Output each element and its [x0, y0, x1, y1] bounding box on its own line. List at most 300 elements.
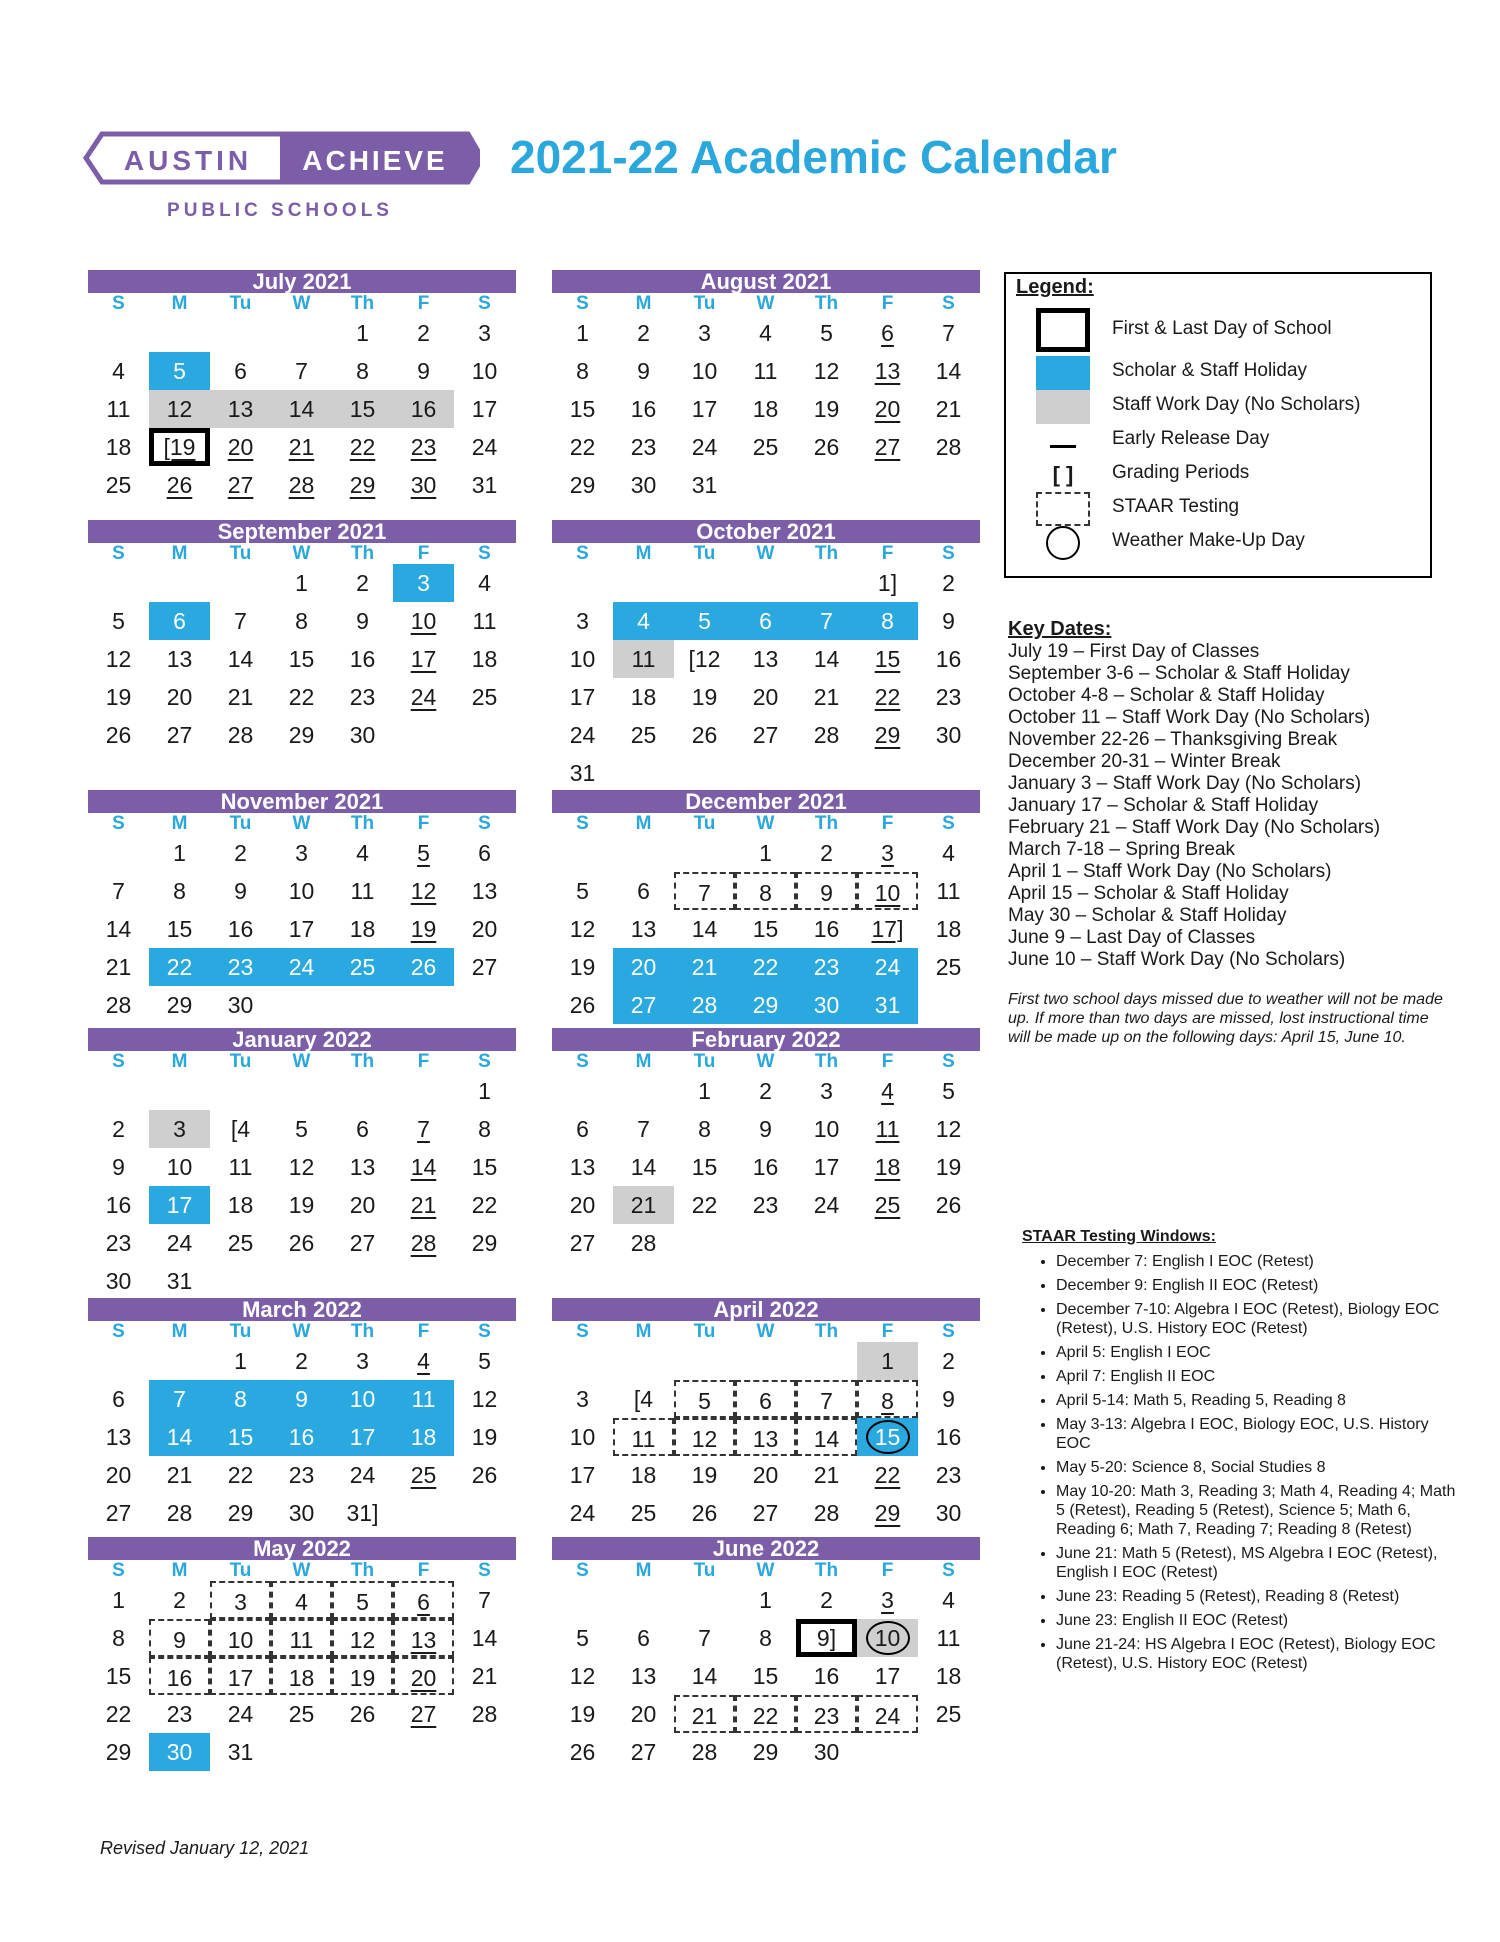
weekday-label: W	[756, 1051, 775, 1072]
day-cell	[796, 352, 857, 390]
day-number: 3	[576, 608, 589, 634]
day-number: 15	[166, 916, 193, 942]
revised-date: Revised January 12, 2021	[100, 1838, 310, 1858]
day-cell	[454, 1695, 515, 1733]
day-cell	[796, 1186, 857, 1224]
day-cell	[88, 1262, 149, 1300]
day-number: 2	[759, 1078, 772, 1104]
day-number: 25	[227, 1230, 254, 1256]
day-cell	[149, 1418, 210, 1456]
weekday-label: S	[576, 813, 589, 834]
day-number: 6	[759, 608, 772, 634]
weekday-label: Th	[814, 293, 839, 314]
day-number: 11	[289, 1627, 314, 1653]
day-number: 11	[472, 608, 497, 634]
day-cell	[210, 1581, 271, 1619]
day-cell	[210, 1456, 271, 1494]
day-number: 7	[417, 1116, 430, 1142]
weekday-label: M	[171, 293, 188, 314]
day-cell	[552, 1657, 613, 1695]
day-cell	[332, 834, 393, 872]
day-cell	[735, 716, 796, 754]
day-number: 3	[234, 1589, 247, 1615]
day-cell	[88, 1619, 149, 1657]
day-cell	[674, 314, 735, 352]
day-cell	[332, 352, 393, 390]
day-cell	[271, 1418, 332, 1456]
day-number: 12	[471, 1386, 498, 1412]
day-cell	[857, 1494, 918, 1532]
weekday-label: Tu	[229, 813, 252, 834]
day-cell	[454, 1619, 515, 1657]
day-cell	[393, 1110, 454, 1148]
bracket-symbol: [ ]	[1052, 462, 1074, 487]
day-cell	[613, 602, 674, 640]
day-cell	[149, 1494, 210, 1532]
day-cell	[552, 1110, 613, 1148]
day-cell	[88, 678, 149, 716]
day-cell	[454, 834, 515, 872]
day-cell	[393, 1619, 454, 1657]
weekday-label: Th	[814, 543, 839, 564]
weekday-label: S	[478, 543, 491, 564]
empty-cell	[613, 1581, 674, 1619]
empty-cell	[735, 564, 796, 602]
day-cell	[857, 1342, 918, 1380]
day-number: 5	[295, 1116, 308, 1142]
day-number: 20	[105, 1462, 132, 1488]
day-number: 19	[691, 1462, 718, 1488]
day-cell	[454, 872, 515, 910]
weekday-header	[88, 293, 516, 314]
day-cell	[857, 428, 918, 466]
day-cell	[149, 1380, 210, 1418]
day-number: 22	[471, 1192, 498, 1218]
weekday-label: F	[881, 1051, 894, 1072]
month-title: June 2022	[552, 1537, 980, 1560]
day-number: 15	[288, 646, 315, 672]
day-cell	[149, 872, 210, 910]
day-cell	[393, 834, 454, 872]
weekday-label: W	[292, 293, 311, 314]
day-number: 8	[112, 1625, 125, 1651]
day-number: 4	[637, 608, 650, 634]
day-cell	[613, 314, 674, 352]
weekday-label: S	[112, 543, 125, 564]
day-number: 31	[227, 1739, 254, 1765]
staar-symbol	[1036, 492, 1090, 526]
day-number: 21	[691, 1703, 718, 1729]
weekday-label: W	[292, 813, 311, 834]
day-cell	[149, 678, 210, 716]
day-cell	[796, 986, 857, 1024]
day-cell	[857, 1456, 918, 1494]
day-number: 8	[576, 358, 589, 384]
day-cell	[796, 716, 857, 754]
day-cell	[210, 1695, 271, 1733]
day-number: 30	[630, 472, 657, 498]
weekday-label: Th	[814, 1560, 839, 1581]
day-cell	[857, 1619, 918, 1657]
day-number: [19	[163, 434, 196, 460]
day-number: 30	[166, 1739, 193, 1765]
day-cell	[735, 872, 796, 910]
day-number: 1	[478, 1078, 491, 1104]
day-cell	[918, 1494, 979, 1532]
day-number: 18	[630, 1462, 657, 1488]
day-number: 14	[166, 1424, 193, 1450]
weekday-label: S	[478, 1051, 491, 1072]
weekday-label: S	[576, 543, 589, 564]
day-cell	[393, 1186, 454, 1224]
day-cell	[735, 390, 796, 428]
day-number: 22	[166, 954, 193, 980]
day-cell	[796, 428, 857, 466]
day-cell	[149, 390, 210, 428]
day-cell	[88, 1224, 149, 1262]
day-cell	[210, 1380, 271, 1418]
day-number: 8	[759, 1625, 772, 1651]
day-cell	[552, 910, 613, 948]
day-number: 17	[288, 916, 315, 942]
month-november-2021	[88, 790, 516, 1024]
day-number: [12	[688, 646, 721, 672]
day-cell	[332, 1380, 393, 1418]
holiday-swatch	[1036, 356, 1090, 390]
day-number: 20	[630, 954, 657, 980]
day-number: 19	[569, 1701, 596, 1727]
day-cell	[674, 1110, 735, 1148]
day-cell	[454, 948, 515, 986]
day-number: 4	[942, 1587, 955, 1613]
weekday-label: W	[292, 1560, 311, 1581]
day-number: 27	[410, 1701, 437, 1727]
day-cell	[393, 640, 454, 678]
day-cell	[552, 640, 613, 678]
day-number: 21	[227, 684, 254, 710]
day-cell	[454, 1110, 515, 1148]
weekday-label: F	[881, 543, 894, 564]
day-cell	[552, 466, 613, 504]
day-number: 26	[569, 1739, 596, 1765]
day-number: 20	[874, 396, 901, 422]
day-cell	[735, 1186, 796, 1224]
empty-cell	[210, 564, 271, 602]
day-cell	[796, 1418, 857, 1456]
day-number: 24	[874, 1703, 901, 1729]
day-number: 20	[752, 684, 779, 710]
empty-cell	[735, 1342, 796, 1380]
day-number: 29	[166, 992, 193, 1018]
day-cell	[454, 1224, 515, 1262]
day-number: 3	[820, 1078, 833, 1104]
day-number: 8	[881, 1388, 894, 1414]
day-number: 16	[349, 646, 376, 672]
day-number: 13	[471, 878, 498, 904]
day-cell	[735, 640, 796, 678]
day-cell	[613, 872, 674, 910]
staar-item: • December 7: English I EOC (Retest)	[1056, 1252, 1462, 1271]
day-number: 13	[752, 1426, 779, 1452]
day-number: 8	[234, 1386, 247, 1412]
day-cell	[271, 1186, 332, 1224]
day-number: 28	[227, 722, 254, 748]
day-cell	[454, 314, 515, 352]
day-cell	[857, 1380, 918, 1418]
day-cell	[552, 1733, 613, 1771]
day-number: 30	[105, 1268, 132, 1294]
day-number: 24	[227, 1701, 254, 1727]
day-number: 13	[410, 1627, 437, 1653]
weekday-label: W	[756, 543, 775, 564]
day-number: 7	[820, 608, 833, 634]
day-cell	[674, 948, 735, 986]
day-cell	[857, 1148, 918, 1186]
month-title: December 2021	[552, 790, 980, 813]
day-cell	[332, 716, 393, 754]
day-cell	[613, 1380, 674, 1418]
day-cell	[210, 1733, 271, 1771]
staar-item: • December 9: English II EOC (Retest)	[1056, 1276, 1462, 1295]
staar-item: • April 7: English II EOC	[1056, 1367, 1462, 1386]
key-date-item: December 20-31 – Winter Break	[1008, 751, 1281, 772]
day-cell	[271, 390, 332, 428]
day-grid	[552, 1581, 980, 1771]
weekday-header	[552, 813, 980, 834]
day-number: 18	[349, 916, 376, 942]
day-number: 2	[234, 840, 247, 866]
day-number: 2	[417, 320, 430, 346]
day-number: 16	[935, 1424, 962, 1450]
empty-cell	[332, 1072, 393, 1110]
day-number: 17	[569, 1462, 596, 1488]
day-number: 21	[471, 1663, 498, 1689]
day-number: 13	[752, 646, 779, 672]
day-cell	[674, 1695, 735, 1733]
weekday-label: F	[417, 1560, 430, 1581]
weather-note: First two school days missed due to weather will not be made up. If more than two days are missed, lost instructional time will be made up on the following days: April 15, June 10.	[1008, 991, 1443, 1046]
day-number: 28	[935, 434, 962, 460]
day-cell	[796, 314, 857, 352]
day-number: 28	[471, 1701, 498, 1727]
day-cell	[210, 1224, 271, 1262]
day-cell	[210, 1186, 271, 1224]
day-number: 20	[471, 916, 498, 942]
day-cell	[796, 1619, 857, 1657]
day-number: 20	[349, 1192, 376, 1218]
day-number: 3	[698, 320, 711, 346]
day-cell	[735, 428, 796, 466]
day-cell	[271, 428, 332, 466]
day-number: 18	[227, 1192, 254, 1218]
day-cell	[918, 1110, 979, 1148]
day-number: 24	[691, 434, 718, 460]
day-cell	[210, 1342, 271, 1380]
day-number: 18	[935, 916, 962, 942]
day-number: 30	[935, 1500, 962, 1526]
empty-cell	[271, 314, 332, 352]
day-cell	[454, 1148, 515, 1186]
day-cell	[332, 678, 393, 716]
day-cell	[552, 716, 613, 754]
weekday-header	[88, 1321, 516, 1342]
weekday-header	[88, 1560, 516, 1581]
day-cell	[796, 1581, 857, 1619]
day-cell	[735, 352, 796, 390]
weekday-label: M	[171, 813, 188, 834]
key-date-item: October 4-8 – Scholar & Staff Holiday	[1008, 685, 1325, 706]
day-cell	[613, 1619, 674, 1657]
day-number: 4	[478, 570, 491, 596]
day-number: 23	[349, 684, 376, 710]
day-cell	[735, 948, 796, 986]
day-number: 5	[576, 1625, 589, 1651]
day-cell	[332, 640, 393, 678]
day-number: 3	[881, 840, 894, 866]
day-number: 25	[630, 1500, 657, 1526]
day-number: 21	[691, 954, 718, 980]
day-cell	[332, 948, 393, 986]
day-cell	[332, 602, 393, 640]
weekday-label: M	[635, 543, 652, 564]
day-number: 3	[417, 570, 430, 596]
weekday-label: M	[171, 1560, 188, 1581]
day-grid	[552, 1342, 980, 1532]
legend-item-work-day	[1036, 390, 1416, 424]
weekday-label: W	[756, 293, 775, 314]
day-number: 31	[166, 1268, 193, 1294]
day-number: 15	[227, 1424, 254, 1450]
weekday-label: S	[942, 1560, 955, 1581]
day-number: 18	[935, 1663, 962, 1689]
day-number: 19	[105, 684, 132, 710]
day-cell	[796, 910, 857, 948]
month-title: September 2021	[88, 520, 516, 543]
day-number: 2	[112, 1116, 125, 1142]
weekday-label: M	[635, 1321, 652, 1342]
day-cell	[149, 640, 210, 678]
day-number: 29	[752, 1739, 779, 1765]
key-dates-title: Key Dates:	[1008, 618, 1112, 640]
day-cell	[271, 466, 332, 504]
day-number: 12	[569, 1663, 596, 1689]
key-date-item: June 9 – Last Day of Classes	[1008, 927, 1256, 948]
day-grid	[552, 834, 980, 1024]
day-cell	[149, 1581, 210, 1619]
day-cell	[210, 352, 271, 390]
empty-cell	[149, 1342, 210, 1380]
staar-item: • June 21: Math 5 (Retest), MS Algebra I EOC (Retest), English I EOC (Retest)	[1056, 1544, 1462, 1582]
day-number: 9]	[816, 1625, 837, 1651]
day-cell	[88, 1494, 149, 1532]
day-number: 6	[356, 1116, 369, 1142]
day-number: 27	[630, 992, 657, 1018]
day-number: 7	[173, 1386, 186, 1412]
day-cell	[454, 1186, 515, 1224]
day-cell	[918, 910, 979, 948]
logo-subtitle: PUBLIC SCHOOLS	[167, 200, 393, 221]
day-cell	[393, 1380, 454, 1418]
day-cell	[210, 1148, 271, 1186]
day-number: 19	[288, 1192, 315, 1218]
day-cell	[918, 1148, 979, 1186]
day-number: 2	[295, 1348, 308, 1374]
empty-cell	[552, 1581, 613, 1619]
day-cell	[613, 640, 674, 678]
day-cell	[918, 716, 979, 754]
staar-item: • April 5-14: Math 5, Reading 5, Reading 8	[1056, 1391, 1462, 1410]
day-number: 14	[410, 1154, 437, 1180]
weekday-label: Tu	[229, 1560, 252, 1581]
weekday-label: F	[881, 1321, 894, 1342]
day-number: 20	[166, 684, 193, 710]
day-number: 18	[105, 434, 132, 460]
day-number: 24	[569, 1500, 596, 1526]
day-cell	[88, 1148, 149, 1186]
day-cell	[393, 1581, 454, 1619]
day-cell	[613, 1456, 674, 1494]
day-cell	[332, 1695, 393, 1733]
day-cell	[674, 1186, 735, 1224]
weekday-label: W	[756, 1560, 775, 1581]
weekday-label: Tu	[229, 1321, 252, 1342]
day-number: 1	[173, 840, 186, 866]
page-title: 2021-22 Academic Calendar	[510, 131, 1117, 183]
day-cell	[332, 466, 393, 504]
day-number: 12	[288, 1154, 315, 1180]
day-number: 19	[569, 954, 596, 980]
day-number: 4	[942, 840, 955, 866]
day-number: 8	[881, 608, 894, 634]
day-number: [4	[230, 1116, 251, 1142]
staar-item: • December 7-10: Algebra I EOC (Retest), Biology EOC (Retest), U.S. History EOC (Retest)	[1056, 1300, 1462, 1338]
day-cell	[918, 314, 979, 352]
day-cell	[796, 834, 857, 872]
day-cell	[332, 1581, 393, 1619]
day-cell	[454, 1380, 515, 1418]
day-number: 15	[874, 646, 901, 672]
day-cell	[454, 428, 515, 466]
day-number: 26	[691, 722, 718, 748]
day-cell	[332, 910, 393, 948]
day-cell	[613, 428, 674, 466]
empty-cell	[88, 834, 149, 872]
day-cell	[552, 948, 613, 986]
day-cell	[210, 602, 271, 640]
day-cell	[393, 1342, 454, 1380]
day-number: 29	[105, 1739, 132, 1765]
day-cell	[735, 1110, 796, 1148]
day-cell	[149, 1224, 210, 1262]
day-cell	[332, 564, 393, 602]
weekday-label: S	[576, 1560, 589, 1581]
legend-label: Scholar & Staff Holiday	[1112, 360, 1308, 381]
day-number: 21	[935, 396, 962, 422]
day-cell	[271, 1342, 332, 1380]
weekday-label: W	[292, 543, 311, 564]
day-cell	[552, 1456, 613, 1494]
weekday-label: M	[635, 813, 652, 834]
day-cell	[796, 1657, 857, 1695]
day-cell	[674, 640, 735, 678]
day-cell	[796, 1380, 857, 1418]
day-number: 21	[105, 954, 132, 980]
day-number: 29	[752, 992, 779, 1018]
day-cell	[918, 1072, 979, 1110]
key-date-item: January 17 – Scholar & Staff Holiday	[1008, 795, 1319, 816]
empty-cell	[88, 314, 149, 352]
day-number: 16	[166, 1665, 193, 1691]
